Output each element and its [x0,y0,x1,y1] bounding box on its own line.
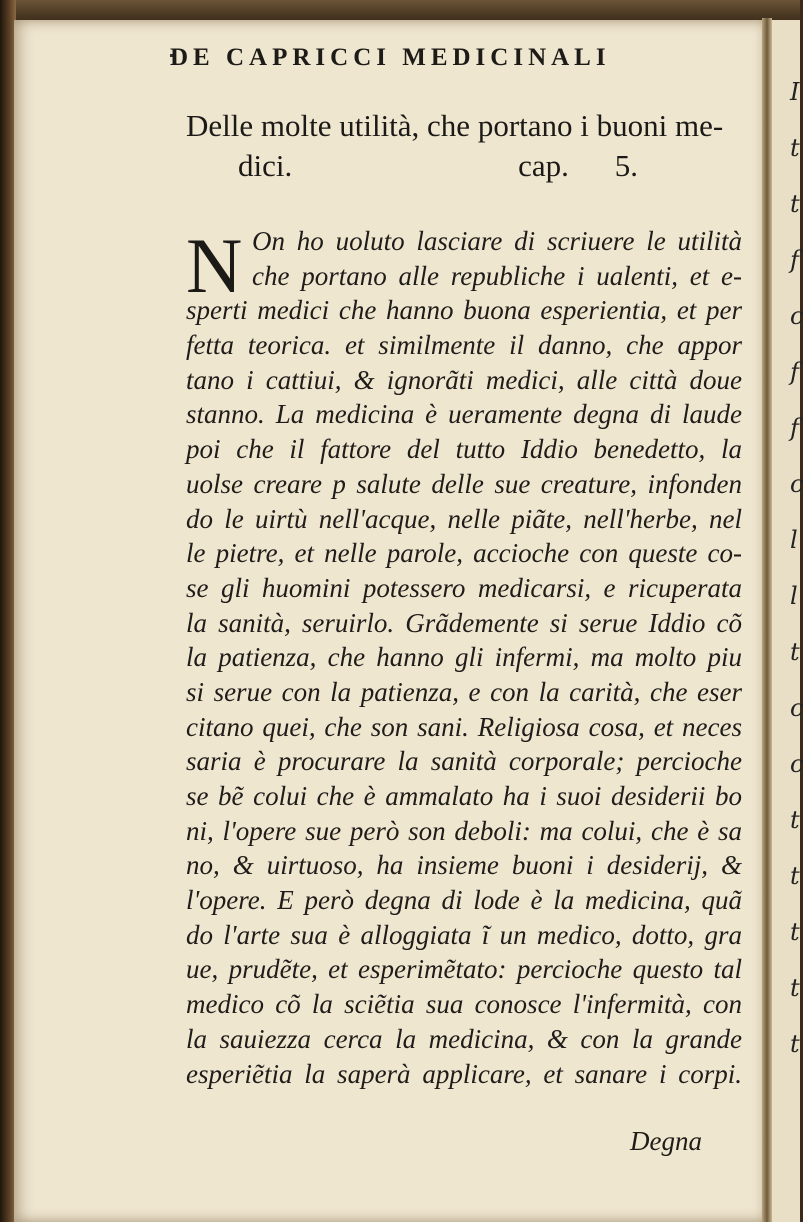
next-page-letter: c [790,470,803,498]
book-frame-top [0,0,800,22]
next-page-letter: l [790,582,798,610]
text-line: poi che il fattore del tutto Iddio benedetto, la [186,434,742,465]
text-line: se gli huomini potessero medicarsi, e ricuperata [186,572,742,603]
next-page-letter: I [790,78,800,106]
next-page-letter: f [790,358,799,386]
next-page-letter: c [790,750,803,778]
chapter-title-word: dici. [238,148,293,183]
chapter-number: 5. [614,148,638,183]
text-line: fetta teorica. et similmente il danno, che appor [186,330,742,361]
text-line: ue, prudẽte, et esperimẽtato: percioche questo tal [186,954,742,985]
next-page-letter: f [790,246,799,274]
next-page-letter: t [790,918,800,946]
next-page-letter: t [790,190,800,218]
text-line: stanno. La medicina è ueramente degna di laude [186,399,742,430]
next-page-letter: t [790,974,800,1002]
running-head: DE CAPRICCI MEDICINALI [170,44,611,71]
text-line: la patienza, che hanno gli infermi, ma molto piu [186,642,742,673]
text-line: uolse creare p salute delle sue creature, infonden [186,468,742,499]
chapter-body [186,224,742,1091]
text-line: tano i cattiui, & ignorãti medici, alle città doue [186,364,742,395]
text-line: che portano alle republiche i ualenti, et e- [252,260,742,291]
text-line: se bẽ colui che è ammalato ha i suoi desiderii bo [186,781,742,811]
text-line: l'opere. E però degna di lode è la medicina, quã [186,885,742,916]
chapter-label: cap. [518,148,569,183]
drop-cap: N [186,222,243,309]
chapter-title-line1: Delle molte utilità, che portano i buoni me- [186,108,724,143]
text-line: esperiẽtia la saperà applicare, et sanare i corpi. [186,1058,742,1089]
text-line: la sanità, seruirlo. Grãdemente si serue Iddio cõ [186,607,742,638]
text-line: la sauiezza cerca la medicina, & con la grande [186,1023,742,1054]
text-line: citano quei, che son sani. Religiosa cosa, et neces [186,711,742,742]
text-line: medico cõ la sciẽtia sua conosce l'infermità, con [186,989,742,1020]
text-line: ni, l'opere sue però son deboli: ma colui, che è sa [186,815,742,846]
next-page-letter: l [790,526,798,554]
chapter-title-line2 [186,146,638,186]
text-line: do l'arte sua è alloggiata ĩ un medico, dotto, gra [186,919,742,950]
next-page-letter: f [790,414,799,442]
catchword: Degna [630,1126,702,1156]
page-gutter [762,18,772,1222]
next-page-letter: t [790,638,800,666]
chapter-heading [186,106,746,186]
text-line: no, & uirtuoso, ha insieme buoni i desiderij, & [186,850,742,881]
next-page-letter: t [790,806,800,834]
text-line: saria è procurare la sanità corporale; percioche [186,746,742,777]
text-line: sperti medici che hanno buona esperientia, et per [186,295,742,326]
text-line: le pietre, et nelle parole, accioche con queste co- [186,538,742,569]
next-page-letter: t [790,134,800,162]
next-page-letter: t [790,862,800,890]
next-page-letter: c [790,302,803,330]
text-line: si serue con la patienza, e con la carità, che eser [186,676,742,707]
next-page-letter: c [790,694,803,722]
text-line: do le uirtù nell'acque, nelle piãte, nell'herbe, nel [186,503,742,534]
next-page-letter: t [790,1030,800,1058]
text-line: On ho uoluto lasciare di scriuere le utilità [252,226,742,256]
